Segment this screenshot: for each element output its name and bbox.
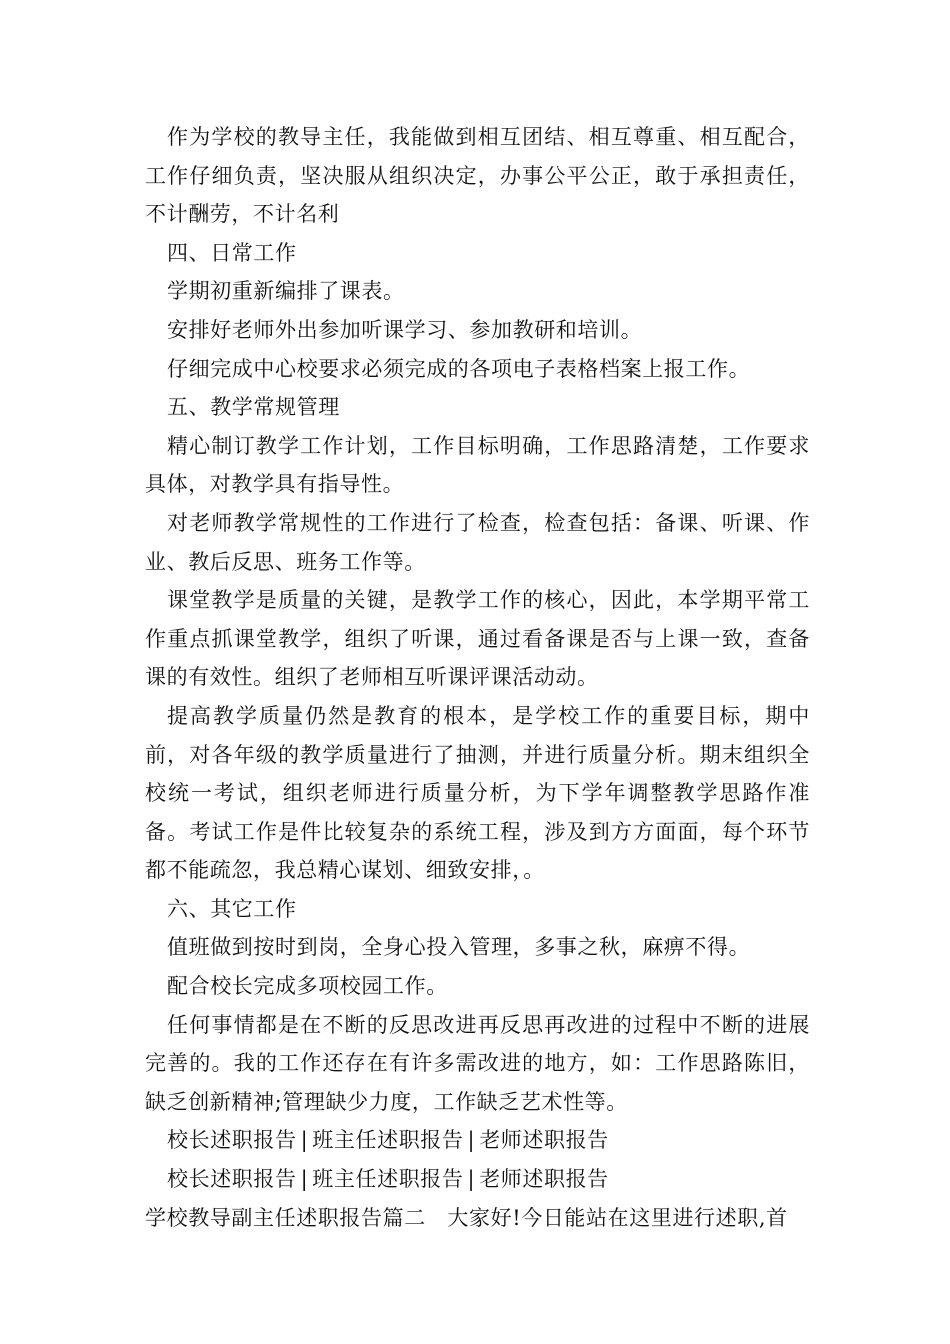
related-links-row — [145, 1160, 810, 1199]
paragraph: 配合校长完成多项校园工作。 — [167, 974, 448, 999]
link-head-teacher-report[interactable]: 班主任述职报告 — [312, 1128, 464, 1153]
document-body — [145, 118, 810, 1237]
paragraph: 提高教学质量仍然是教育的根本，是学校工作的重要目标，期中前，对各年级的教学质量进行了抽测，并进行质量分析。期末组织全校统一考试，组织老师进行质量分析，为下学年调整教学思路作准备。考试工作是件比较复杂的系统工程，涉及到方方面面，每个环节都不能疏忽，我总精心谋划、细致安排，。 — [145, 703, 810, 883]
paragraph: 任何事情都是在不断的反思改进再反思再改进的过程中不断的进展完善的。我的工作还存在有许多需改进的地方，如：工作思路陈旧，缺乏创新精神;管理缺少力度，工作缺乏艺术性等。 — [145, 1012, 810, 1114]
link-separator: | — [467, 1167, 476, 1192]
related-links-row — [145, 1121, 810, 1160]
link-separator: | — [300, 1167, 309, 1192]
link-principal-report[interactable]: 校长述职报告 — [167, 1128, 297, 1153]
section-heading: 六、其它工作 — [167, 896, 297, 921]
section-heading: 四、日常工作 — [167, 240, 297, 265]
paragraph: 学期初重新编排了课表。 — [167, 279, 405, 304]
paragraph: 精心制订教学工作计划，工作目标明确，工作思路清楚，工作要求具体，对教学具有指导性。 — [145, 433, 810, 497]
link-separator: | — [300, 1128, 309, 1153]
link-separator: | — [467, 1128, 476, 1153]
link-teacher-report[interactable]: 老师述职报告 — [479, 1167, 609, 1192]
link-head-teacher-report[interactable]: 班主任述职报告 — [312, 1167, 464, 1192]
section-heading: 五、教学常规管理 — [167, 395, 340, 420]
paragraph: 安排好老师外出参加听课学习、参加教研和培训。 — [167, 317, 643, 342]
paragraph: 课堂教学是质量的关键，是教学工作的核心，因此，本学期平常工作重点抓课堂教学，组织了听课，通过看备课是否与上课一致，查备课的有效性。组织了老师相互听课评课活动动。 — [145, 588, 810, 690]
link-principal-report[interactable]: 校长述职报告 — [167, 1167, 297, 1192]
next-article-title-line: 学校教导副主任述职报告篇二 大家好!今日能站在这里进行述职,首 — [145, 1205, 788, 1230]
paragraph: 对老师教学常规性的工作进行了检查，检查包括：备课、听课、作业、教后反思、班务工作等。 — [145, 510, 810, 574]
paragraph: 仔细完成中心校要求必须完成的各项电子表格档案上报工作。 — [167, 356, 751, 381]
paragraph: 值班做到按时到岗，全身心投入管理，多事之秋，麻痹不得。 — [167, 935, 751, 960]
link-teacher-report[interactable]: 老师述职报告 — [479, 1128, 609, 1153]
paragraph: 作为学校的教导主任，我能做到相互团结、相互尊重、相互配合，工作仔细负责，坚决服从组织决定，办事公平公正，敢于承担责任，不计酬劳，不计名利 — [145, 125, 810, 227]
